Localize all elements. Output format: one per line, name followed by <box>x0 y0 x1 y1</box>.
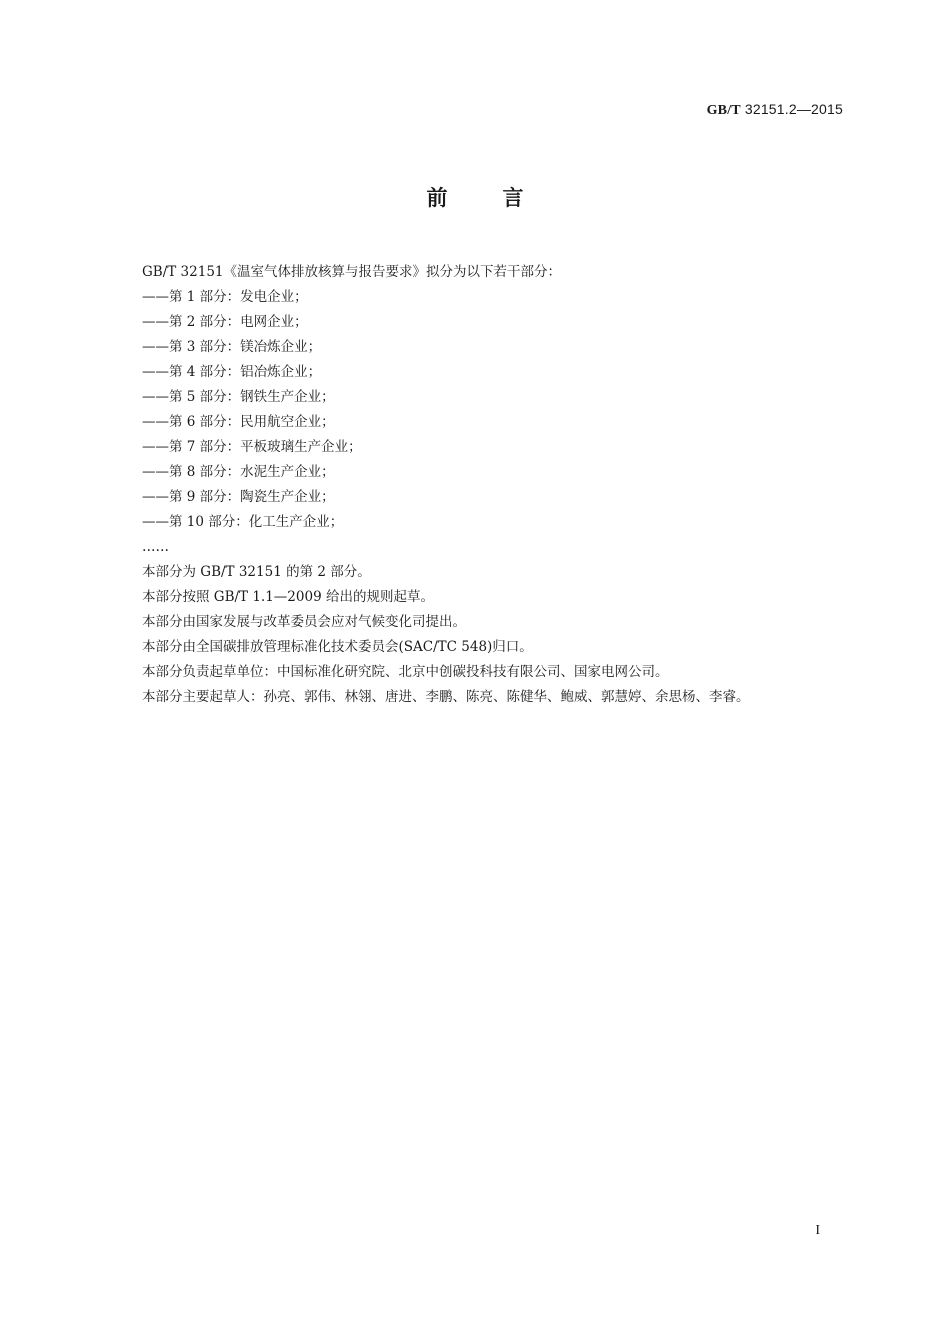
foreword-body <box>142 260 842 710</box>
page-number: I <box>815 1223 820 1238</box>
statement-drafting-units: 本部分负责起草单位：中国标准化研究院、北京中创碳投科技有限公司、国家电网公司。 <box>142 664 669 680</box>
standard-code: 32151.2—2015 <box>744 101 843 117</box>
part-item: ——第 7 部分：平板玻璃生产企业； <box>142 439 362 455</box>
statement-drafters: 本部分主要起草人：孙亮、郭伟、林翎、唐进、李鹏、陈亮、陈健华、鲍威、郭慧婷、余思杨、李睿。 <box>142 689 750 705</box>
part-item: ——第 9 部分：陶瓷生产企业； <box>142 489 335 505</box>
part-item: ——第 8 部分：水泥生产企业； <box>142 464 335 480</box>
standard-number <box>707 101 843 119</box>
part-item: ——第 10 部分：化工生产企业； <box>142 514 344 530</box>
standard-prefix: GB/T <box>706 103 741 118</box>
part-item: ——第 3 部分：镁冶炼企业； <box>142 339 322 355</box>
statement-technical-committee: 本部分由全国碳排放管理标准化技术委员会(SAC/TC 548)归口。 <box>142 639 533 655</box>
part-item: ——第 6 部分：民用航空企业； <box>142 414 335 430</box>
intro-paragraph: GB/T 32151《温室气体排放核算与报告要求》拟分为以下若干部分： <box>142 264 561 280</box>
page-title: 前言 <box>426 186 579 210</box>
statement-proposer: 本部分由国家发展与改革委员会应对气候变化司提出。 <box>142 614 466 630</box>
ellipsis: …… <box>142 539 169 555</box>
statement-drafting-rules: 本部分按照 GB/T 1.1—2009 给出的规则起草。 <box>142 589 434 605</box>
part-item: ——第 4 部分：铝冶炼企业； <box>142 364 322 380</box>
statement-part-number: 本部分为 GB/T 32151 的第 2 部分。 <box>142 564 371 580</box>
part-item: ——第 1 部分：发电企业； <box>142 289 308 305</box>
part-item: ——第 2 部分：电网企业； <box>142 314 308 330</box>
part-item: ——第 5 部分：钢铁生产企业； <box>142 389 335 405</box>
